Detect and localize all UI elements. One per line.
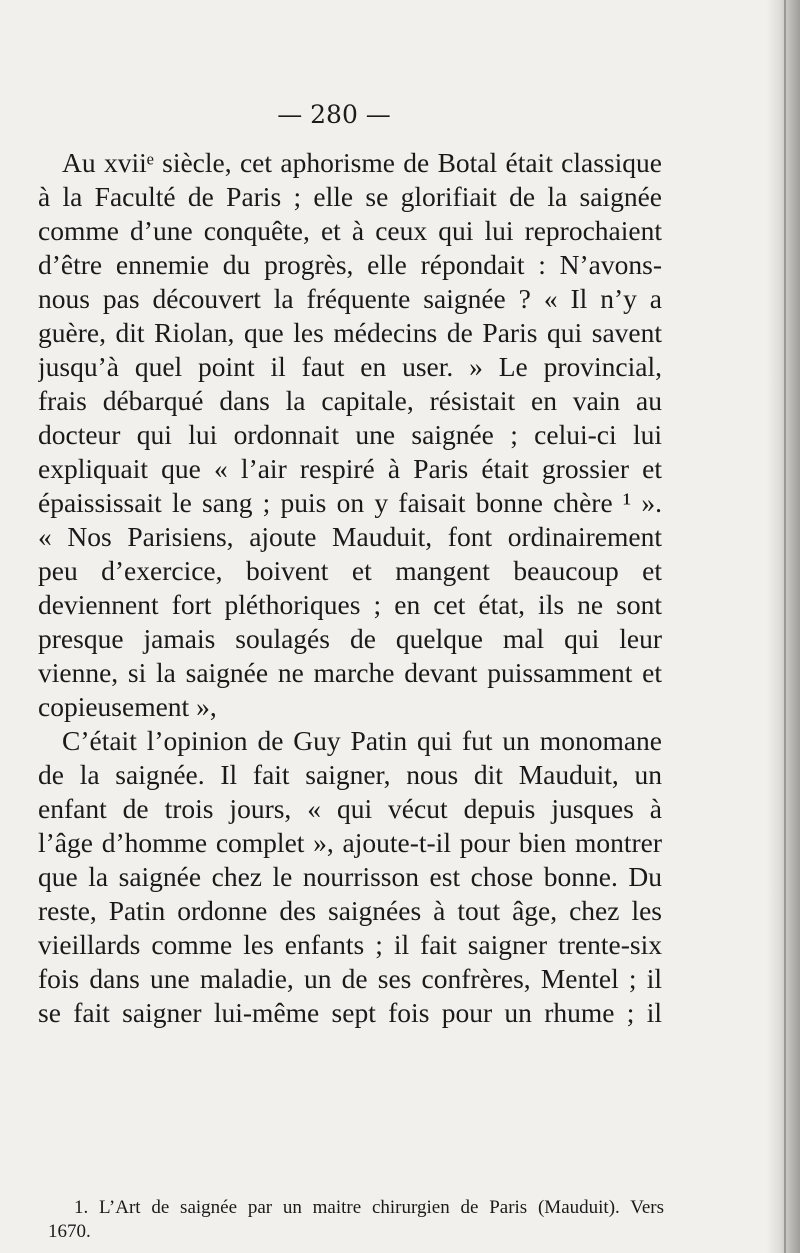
text-line: d’être ennemie du progrès, elle répondait : N’avons- (38, 249, 662, 280)
text-line: que la saignée chez le nourrisson est chose bonne. Du (38, 861, 662, 892)
text-line: enfant de trois jours, « qui vécut depuis jusques à (38, 793, 662, 824)
body-text (38, 146, 662, 1030)
text-line: copieusement », (38, 691, 217, 722)
text-line: vieillards comme les enfants ; il fait saigner trente-six (38, 929, 662, 960)
footnote (48, 1196, 664, 1244)
text-line: à la Faculté de Paris ; elle se glorifiait de la saignée (38, 181, 662, 212)
text-line: fois dans une maladie, un de ses confrères, Mentel ; il (38, 963, 662, 994)
text-line: nous pas découvert la fréquente saignée ? « Il n’y a (38, 283, 662, 314)
page-number: — 280 — (277, 100, 391, 129)
text-line: frais débarqué dans la capitale, résistait en vain au (38, 385, 662, 416)
text-line: presque jamais soulagés de quelque mal qui leur (38, 623, 662, 654)
text-line: jusqu’à quel point il faut en user. » Le provincial, (38, 351, 662, 382)
text-line: épaississait le sang ; puis on y faisait bonne chère ¹ ». (38, 487, 662, 518)
text-line: reste, Patin ordonne des saignées à tout âge, chez les (38, 895, 662, 926)
footnote-line: 1. L’Art de saignée par un maitre chirurgien de Paris (Mauduit). Vers (74, 1197, 664, 1218)
text-line: expliquait que « l’air respiré à Paris était grossier et (38, 453, 662, 484)
text-line: Au xviiᵉ siècle, cet aphorisme de Botal était classique (62, 147, 662, 178)
text-line: de la saignée. Il fait saigner, nous dit Mauduit, un (38, 759, 662, 790)
page-edge (784, 0, 786, 1253)
text-line: vienne, si la saignée ne marche devant puissamment et (38, 657, 662, 688)
text-line: peu d’exercice, boivent et mangent beaucoup et (38, 555, 662, 586)
text-line: se fait saigner lui-même sept fois pour un rhume ; il (38, 997, 662, 1028)
page-gutter-shadow (766, 0, 800, 1253)
text-line: guère, dit Riolan, que les médecins de Paris qui savent (38, 317, 662, 348)
text-line: deviennent fort pléthoriques ; en cet état, ils ne sont (38, 589, 662, 620)
text-line: l’âge d’homme complet », ajoute-t-il pour bien montrer (38, 827, 662, 858)
text-line: comme d’une conquête, et à ceux qui lui reprochaient (38, 215, 662, 246)
text-line: docteur qui lui ordonnait une saignée ; celui-ci lui (38, 419, 662, 450)
footnote-line: 1670. (48, 1221, 91, 1242)
text-line: « Nos Parisiens, ajoute Mauduit, font ordinairement (38, 521, 662, 552)
text-line: C’était l’opinion de Guy Patin qui fut un monomane (62, 725, 662, 756)
